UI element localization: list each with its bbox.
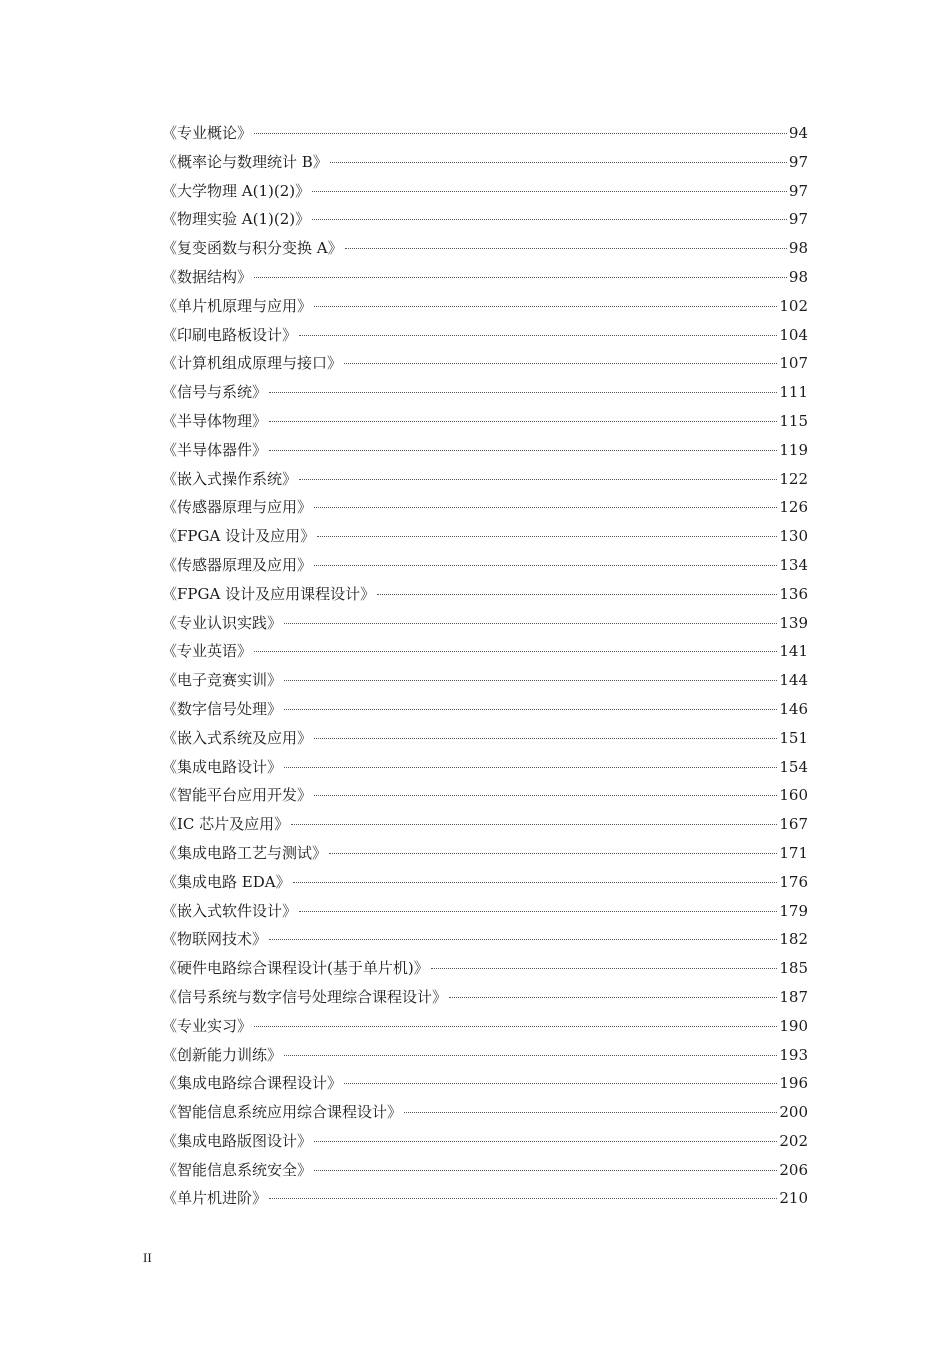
dot-leader — [254, 277, 787, 278]
toc-entry-page: 126 — [779, 498, 808, 517]
toc-entry[interactable] — [162, 292, 808, 321]
toc-entry-title: 《计算机组成原理与接口》 — [162, 354, 343, 373]
toc-entry[interactable] — [162, 1156, 808, 1185]
toc-entry-title: 《印刷电路板设计》 — [162, 325, 298, 344]
toc-entry[interactable] — [162, 465, 808, 494]
toc-entry-page: 206 — [779, 1160, 808, 1179]
toc-entry[interactable] — [162, 1012, 808, 1041]
toc-entry-page: 139 — [779, 613, 808, 632]
dot-leader — [299, 911, 777, 912]
dot-leader — [314, 738, 777, 739]
toc-entry-page: 119 — [779, 440, 808, 459]
dot-leader — [314, 1170, 777, 1171]
toc-entry-title: 《专业概论》 — [162, 124, 253, 142]
dot-leader — [284, 1055, 777, 1056]
toc-entry-title: 《复变函数与积分变换 A》 — [162, 239, 343, 258]
dot-leader — [299, 479, 777, 480]
dot-leader — [284, 767, 777, 768]
toc-entry-title: 《半导体器件》 — [162, 440, 268, 459]
toc-entry-page: 190 — [779, 1016, 808, 1035]
toc-entry[interactable] — [162, 1069, 808, 1098]
dot-leader — [312, 219, 787, 220]
toc-entry[interactable] — [162, 1184, 808, 1213]
toc-entry-title: 《单片机进阶》 — [162, 1189, 268, 1208]
dot-leader — [314, 1141, 777, 1142]
toc-entry-page: 185 — [779, 959, 808, 978]
table-of-contents — [162, 119, 808, 1213]
toc-entry[interactable] — [162, 378, 808, 407]
toc-entry-page: 179 — [779, 901, 808, 920]
toc-entry-title: 《创新能力训练》 — [162, 1045, 283, 1064]
toc-entry[interactable] — [162, 436, 808, 465]
toc-entry-page: 111 — [779, 383, 808, 402]
toc-entry[interactable] — [162, 983, 808, 1012]
toc-entry-page: 141 — [779, 642, 808, 661]
toc-entry-title: 《数据结构》 — [162, 267, 253, 286]
toc-entry[interactable] — [162, 637, 808, 666]
toc-entry-page: 146 — [779, 699, 808, 718]
toc-entry[interactable] — [162, 263, 808, 292]
dot-leader — [329, 853, 777, 854]
toc-entry-title: 《硬件电路综合课程设计(基于单片机)》 — [162, 959, 429, 978]
toc-entry-title: 《传感器原理与应用》 — [162, 498, 313, 517]
toc-entry-title: 《专业实习》 — [162, 1016, 253, 1035]
toc-entry-title: 《大学物理 A(1)(2)》 — [162, 181, 311, 200]
toc-entry-page: 136 — [779, 584, 808, 603]
dot-leader — [312, 191, 787, 192]
toc-entry-page: 98 — [788, 239, 808, 258]
toc-entry[interactable] — [162, 666, 808, 695]
toc-entry[interactable] — [162, 868, 808, 897]
toc-entry[interactable] — [162, 493, 808, 522]
dot-leader — [449, 997, 777, 998]
toc-entry-title: 《物理实验 A(1)(2)》 — [162, 210, 311, 229]
toc-entry-title: 《集成电路工艺与测试》 — [162, 843, 328, 862]
toc-entry[interactable] — [162, 349, 808, 378]
toc-entry[interactable] — [162, 954, 808, 983]
toc-entry-page: 202 — [779, 1131, 808, 1150]
dot-leader — [254, 651, 777, 652]
toc-entry-title: 《专业认识实践》 — [162, 613, 283, 632]
toc-entry-page: 97 — [788, 181, 808, 200]
dot-leader — [345, 248, 787, 249]
toc-entry-title: 《智能信息系统安全》 — [162, 1160, 313, 1179]
toc-entry[interactable] — [162, 148, 808, 177]
toc-entry[interactable] — [162, 1127, 808, 1156]
dot-leader — [317, 536, 777, 537]
toc-entry[interactable] — [162, 609, 808, 638]
toc-entry[interactable] — [162, 321, 808, 350]
toc-entry-page: 154 — [779, 757, 808, 776]
toc-entry-page: 94 — [788, 124, 808, 142]
toc-entry-page: 107 — [779, 354, 808, 373]
toc-entry-title: 《集成电路设计》 — [162, 757, 283, 776]
toc-entry[interactable] — [162, 177, 808, 206]
toc-entry[interactable] — [162, 580, 808, 609]
toc-entry-page: 134 — [779, 555, 808, 574]
dot-leader — [254, 1026, 777, 1027]
dot-leader — [299, 335, 777, 336]
toc-entry[interactable] — [162, 522, 808, 551]
toc-entry[interactable] — [162, 1041, 808, 1070]
toc-entry-title: 《半导体物理》 — [162, 411, 268, 430]
toc-entry-title: 《物联网技术》 — [162, 930, 268, 949]
toc-entry-page: 160 — [779, 786, 808, 805]
dot-leader — [314, 306, 777, 307]
toc-entry-page: 102 — [779, 296, 808, 315]
toc-entry-title: 《传感器原理及应用》 — [162, 555, 313, 574]
toc-entry-page: 176 — [779, 872, 808, 891]
dot-leader — [269, 450, 777, 451]
dot-leader — [314, 507, 777, 508]
toc-entry[interactable] — [162, 724, 808, 753]
toc-entry-title: 《信号与系统》 — [162, 383, 268, 402]
toc-entry-title: 《专业英语》 — [162, 642, 253, 661]
toc-entry-title: 《概率论与数理统计 B》 — [162, 152, 328, 171]
toc-entry-page: 130 — [779, 527, 808, 546]
dot-leader — [431, 968, 778, 969]
toc-entry-title: 《嵌入式软件设计》 — [162, 901, 298, 920]
dot-leader — [284, 623, 777, 624]
dot-leader — [269, 1198, 777, 1199]
dot-leader — [284, 680, 777, 681]
toc-entry-page: 182 — [779, 930, 808, 949]
dot-leader — [254, 133, 787, 134]
toc-entry[interactable] — [162, 810, 808, 839]
toc-entry-title: 《数字信号处理》 — [162, 699, 283, 718]
toc-entry[interactable] — [162, 897, 808, 926]
toc-entry[interactable] — [162, 205, 808, 234]
toc-entry-page: 97 — [788, 210, 808, 229]
dot-leader — [314, 795, 777, 796]
toc-entry-title: 《IC 芯片及应用》 — [162, 815, 290, 834]
dot-leader — [377, 594, 777, 595]
toc-entry[interactable] — [162, 839, 808, 868]
dot-leader — [269, 421, 777, 422]
dot-leader — [344, 1083, 777, 1084]
toc-entry-title: 《智能平台应用开发》 — [162, 786, 313, 805]
dot-leader — [404, 1112, 777, 1113]
dot-leader — [330, 162, 787, 163]
toc-entry-page: 200 — [779, 1103, 808, 1122]
toc-entry[interactable] — [162, 925, 808, 954]
dot-leader — [284, 709, 777, 710]
dot-leader — [269, 939, 777, 940]
toc-entry-title: 《嵌入式系统及应用》 — [162, 728, 313, 747]
toc-entry[interactable] — [162, 753, 808, 782]
toc-entry-page: 167 — [779, 815, 808, 834]
toc-entry-title: 《集成电路 EDA》 — [162, 872, 291, 891]
toc-entry-page: 151 — [779, 728, 808, 747]
toc-entry[interactable] — [162, 551, 808, 580]
toc-entry-page: 98 — [788, 267, 808, 286]
toc-entry-title: 《嵌入式操作系统》 — [162, 469, 298, 488]
dot-leader — [269, 392, 777, 393]
toc-entry[interactable] — [162, 407, 808, 436]
toc-entry-page: 104 — [779, 325, 808, 344]
toc-entry-page: 210 — [779, 1189, 808, 1208]
toc-entry-title: 《集成电路综合课程设计》 — [162, 1074, 343, 1093]
toc-entry-page: 122 — [779, 469, 808, 488]
toc-entry-title: 《电子竞赛实训》 — [162, 671, 283, 690]
toc-entry[interactable] — [162, 119, 808, 148]
toc-entry[interactable] — [162, 781, 808, 810]
dot-leader — [293, 882, 778, 883]
toc-entry-page: 97 — [788, 152, 808, 171]
dot-leader — [344, 363, 777, 364]
page-number: II — [143, 1250, 152, 1265]
toc-entry-title: 《FPGA 设计及应用》 — [162, 527, 316, 546]
toc-entry-page: 196 — [779, 1074, 808, 1093]
toc-list — [162, 119, 808, 1213]
dot-leader — [314, 565, 777, 566]
toc-entry-title: 《智能信息系统应用综合课程设计》 — [162, 1103, 403, 1122]
toc-entry[interactable] — [162, 234, 808, 263]
toc-entry-page: 144 — [779, 671, 808, 690]
toc-entry-page: 193 — [779, 1045, 808, 1064]
toc-entry-page: 115 — [779, 411, 808, 430]
toc-entry-title: 《集成电路版图设计》 — [162, 1131, 313, 1150]
toc-entry-page: 187 — [779, 987, 808, 1006]
dot-leader — [291, 824, 777, 825]
toc-entry-title: 《信号系统与数字信号处理综合课程设计》 — [162, 987, 448, 1006]
toc-entry-title: 《FPGA 设计及应用课程设计》 — [162, 584, 376, 603]
toc-entry-page: 171 — [779, 843, 808, 862]
toc-entry-title: 《单片机原理与应用》 — [162, 296, 313, 315]
toc-entry[interactable] — [162, 695, 808, 724]
toc-entry[interactable] — [162, 1098, 808, 1127]
